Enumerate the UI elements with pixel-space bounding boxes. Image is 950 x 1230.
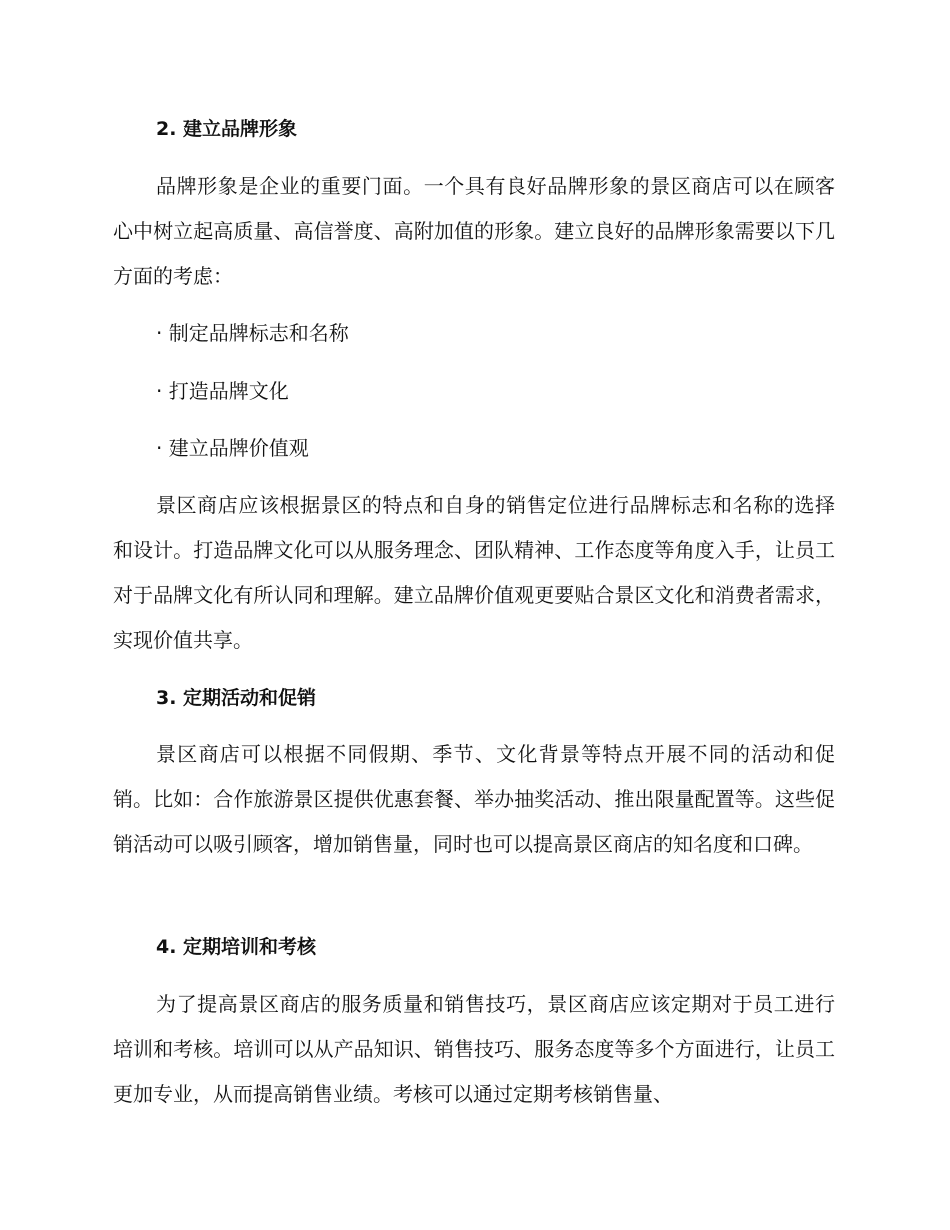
paragraph-training-body: 为了提高景区商店的服务质量和销售技巧，景区商店应该定期对于员工进行培训和考核。培训可以从产品知识、销售技巧、服务态度等多个方面进行，让员工更加专业，从而提高销售业绩。考核可以通过定期考核销售量、 (113, 992, 835, 1106)
section-heading-brand-image: 2. 建立品牌形象 (156, 118, 298, 140)
bullet-item-brand-values: · 建立品牌价值观 (156, 436, 309, 460)
paragraph-promotion-body: 景区商店可以根据不同假期、季节、文化背景等特点开展不同的活动和促销。比如：合作旅游景区提供优惠套餐、举办抽奖活动、推出限量配置等。这些促销活动可以吸引顾客，增加销售量，同时也可以提高景区商店的知名度和口碑。 (113, 742, 835, 856)
bullet-item-logo-name: · 制定品牌标志和名称 (156, 321, 349, 345)
section-heading-promotion: 3. 定期活动和促销 (156, 687, 317, 709)
paragraph-brand-body: 景区商店应该根据景区的特点和自身的销售定位进行品牌标志和名称的选择和设计。打造品牌文化可以从服务理念、团队精神、工作态度等角度入手，让员工对于品牌文化有所认同和理解。建立品牌价值观更要贴合景区文化和消费者需求，实现价值共享。 (113, 493, 835, 652)
bullet-item-brand-culture: · 打造品牌文化 (156, 379, 289, 403)
paragraph-brand-intro: 品牌形象是企业的重要门面。一个具有良好品牌形象的景区商店可以在顾客心中树立起高质量、高信誉度、高附加值的形象。建立良好的品牌形象需要以下几方面的考虑： (113, 174, 835, 288)
section-heading-training: 4. 定期培训和考核 (156, 936, 317, 958)
